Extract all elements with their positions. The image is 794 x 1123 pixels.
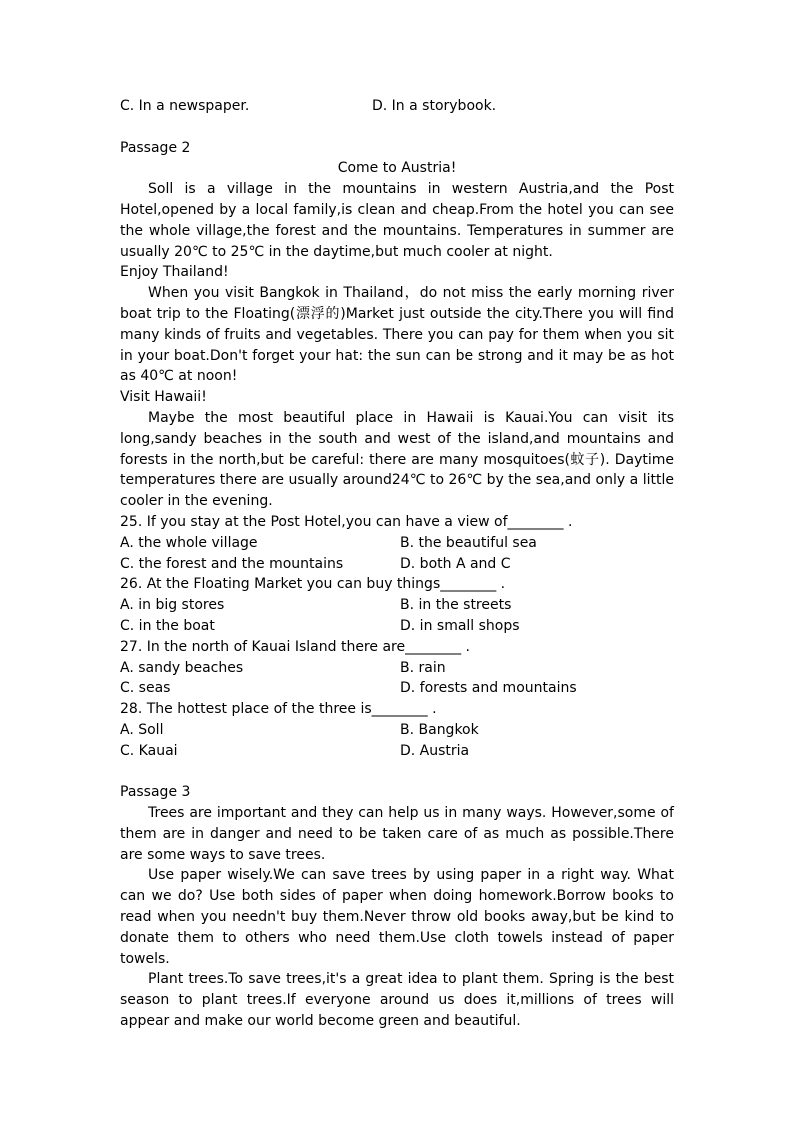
document-page [120,96,674,1032]
option-d: D. In a storybook. [372,98,497,114]
options-row [120,741,674,762]
passage-3-paragraph-2: Use paper wisely.We can save trees by using paper in a right way. What can we do? Use both sides of paper when doing homework.Borrow books to read when you needn't buy them.Never throw old books away,but be kind to donate them to others who need them.Use cloth towels instead of paper towels. [120,867,674,967]
option-b: B. Bangkok [400,721,479,738]
question-28 [120,699,674,761]
option-c: C. Kauai [120,742,178,759]
option-d: D. in small shops [400,617,520,634]
option-c: C. the forest and the mountains [120,555,344,572]
spacer [120,762,674,783]
options-row [120,658,674,679]
option-a: A. Soll [120,721,164,738]
options-row [120,595,674,616]
question-stem: 26. At the Floating Market you can buy things________ . [120,576,506,593]
option-a: A. the whole village [120,534,258,551]
question-26 [120,574,674,636]
austria-paragraph: Soll is a village in the mountains in western Austria,and the Post Hotel,opened by a local family,is clean and cheap.From the hotel you can see the whole village,the forest and the mountains. Temperatures in summer are usually 20℃ to 25℃ in the daytime,but much cooler at night. [120,181,674,260]
option-a: A. sandy beaches [120,659,244,676]
options-row [120,720,674,741]
options-row [120,678,674,699]
thailand-paragraph: When you visit Bangkok in Thailand，do not miss the early morning river boat trip to the Floating(漂浮的)Market just outside the city.There you will find many kinds of fruits and vegetables. There you can pay for them when you sit in your boat.Don't forget your hat: the sun can be strong and it may be as hot as 40℃ at noon! [120,285,674,385]
question-stem: 27. In the north of Kauai Island there are________ . [120,638,470,655]
passage-2-heading: Passage 2 [120,139,191,156]
option-c: C. in the boat [120,617,215,634]
question-27 [120,637,674,699]
thailand-title: Enjoy Thailand! [120,264,229,281]
q24-options-row [120,96,674,117]
option-d: D. both A and C [400,555,511,572]
options-row [120,533,674,554]
options-row [120,554,674,575]
hawaii-paragraph: Maybe the most beautiful place in Hawaii is Kauai.You can visit its long,sandy beaches in the south and west of the island,and mountains and forests in the north,but be careful: there are many mosquitoes(蚊子). Daytime temperatures there are usually around24℃ to 26℃ by the sea,and only a little cooler in the evening. [120,409,674,510]
option-b: B. in the streets [400,597,512,614]
question-stem: 25. If you stay at the Post Hotel,you can have a view of________ . [120,513,573,530]
spacer [120,117,674,138]
passage-3-paragraph-3: Plant trees.To save trees,it's a great idea to plant them. Spring is the best season to plant trees.If everyone around us does it,millions of trees will appear and make our world become green and beautiful. [120,971,674,1030]
passage-3-paragraph-1: Trees are important and they can help us in many ways. However,some of them are in danger and need to be taken care of as much as possible.There are some ways to save trees. [120,805,674,863]
option-c: C. seas [120,680,171,697]
option-b: B. the beautiful sea [400,534,537,551]
question-stem: 28. The hottest place of the three is________ . [120,701,437,718]
option-b: B. rain [400,659,446,676]
options-row [120,616,674,637]
austria-title: Come to Austria! [337,160,457,177]
option-c: C. In a newspaper. [120,98,250,114]
option-d: D. forests and mountains [400,680,577,697]
option-a: A. in big stores [120,597,225,614]
hawaii-title: Visit Hawaii! [120,389,207,406]
passage-3-heading: Passage 3 [120,784,191,801]
option-d: D. Austria [400,742,470,759]
question-25 [120,512,674,574]
